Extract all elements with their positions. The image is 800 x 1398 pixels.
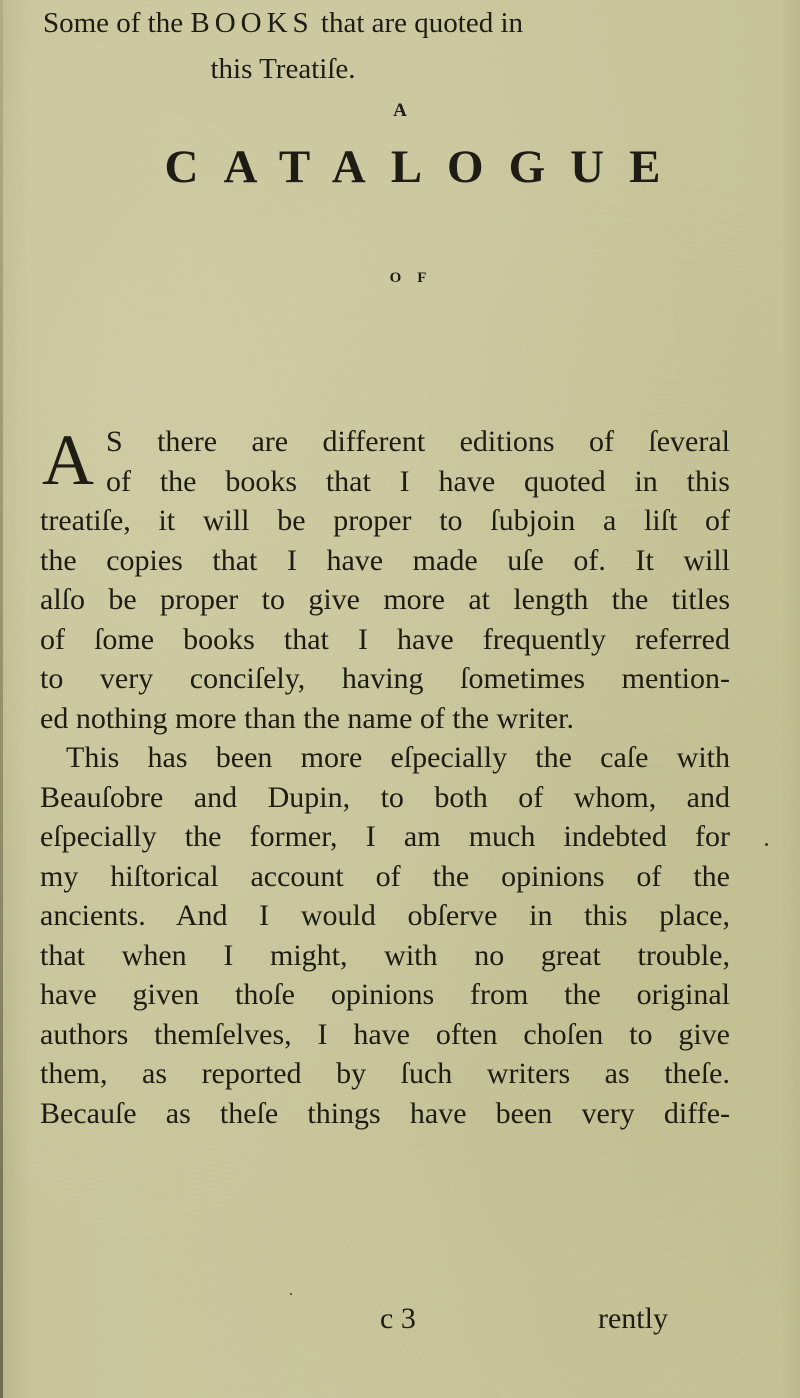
page-title: CATALOGUE (164, 141, 686, 193)
subtitle-line2: this Treatiſe. (210, 53, 356, 85)
text-line: have given thoſe opinions from the original (40, 978, 730, 1011)
text-line: treatiſe, it will be proper to ſubjoin a liſt of (40, 504, 730, 537)
text-line: eſpecially the former, I am much indebted for (40, 820, 730, 853)
subtitle-post: that are quoted in (320, 7, 524, 39)
text-line: of ſome books that I have frequently referred (40, 622, 730, 656)
catchword: rently (598, 1302, 668, 1335)
text-line: the copies that I have made uſe of. It will (40, 543, 730, 577)
text-line: of the books that I have quoted in this (106, 464, 730, 498)
text-line: to very conciſely, having ſometimes mention- (40, 662, 730, 695)
text-line: ancients. And I would obſerve in this place, (40, 899, 730, 932)
subtitle-pre: Some of the (42, 7, 184, 39)
title-of: OF (389, 270, 443, 286)
subtitle (0, 0, 566, 92)
paper-speck (290, 1293, 292, 1295)
text-line: This has been more eſpecially the caſe with (66, 741, 730, 774)
text-line: alſo be proper to give more at length the titles (40, 583, 730, 616)
subtitle-caps: BOOKS (190, 7, 314, 39)
page-left-edge (0, 0, 3, 1398)
body-paragraph (40, 422, 730, 1133)
title-article: A (393, 100, 407, 121)
signature-mark: c 3 (380, 1302, 416, 1335)
text-line: Beauſobre and Dupin, to both of whom, and (40, 780, 730, 814)
text-line: Becauſe as theſe things have been very diffe- (40, 1096, 730, 1130)
drop-cap: A (42, 420, 94, 500)
text-line: authors themſelves, I have often choſen to give (40, 1017, 730, 1051)
text-line: my hiſtorical account of the opinions of the (40, 859, 730, 893)
text-line: them, as reported by ſuch writers as theſe. (40, 1057, 730, 1090)
text-line: S there are different editions of ſeveral (106, 425, 730, 458)
paper-speck (765, 843, 768, 846)
text-line: ed nothing more than the name of the writer. (40, 701, 575, 735)
text-line: that when I might, with no great trouble, (40, 938, 730, 972)
